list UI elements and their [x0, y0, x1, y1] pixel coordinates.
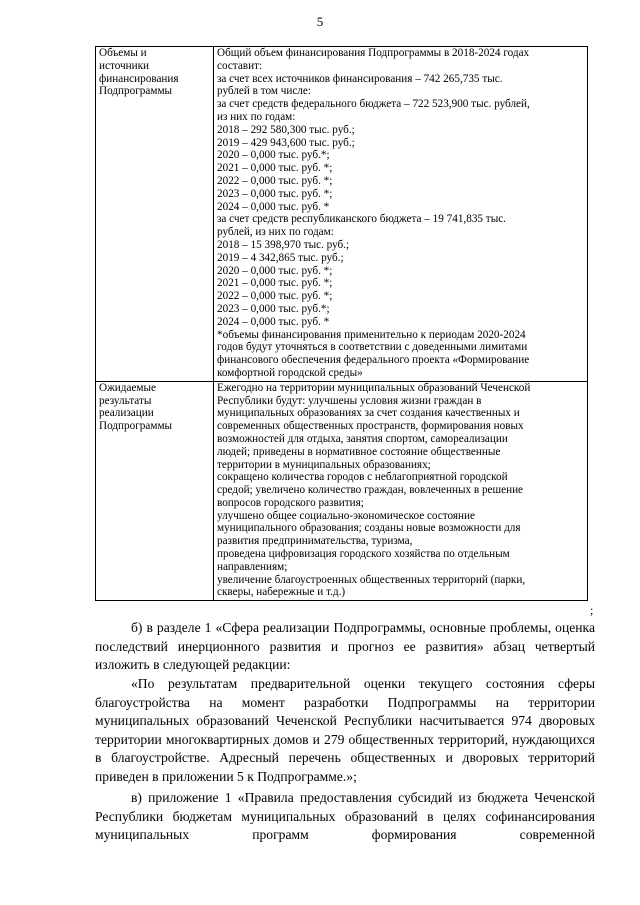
row-label-financing [96, 47, 214, 382]
content-line: Ежегодно на территории муниципальных образований Чеченской [217, 381, 531, 394]
content-line: комфортной городской среды» [217, 366, 363, 379]
row-label-expected-results [96, 381, 214, 601]
row-content-expected-results [214, 381, 588, 601]
content-line: составит: [217, 59, 263, 72]
quoted-paragraph [95, 675, 595, 787]
content-line: за счет всех источников финансирования – 742 265,735 тыс. [217, 72, 503, 85]
label-line: финансирования [99, 72, 179, 85]
content-line: вопросов городского развития; [217, 496, 364, 509]
content-line: 2020 – 0,000 тыс. руб. *; [217, 264, 333, 277]
table-row-financing [96, 47, 588, 382]
page-number: 5 [316, 14, 324, 29]
content-line: 2024 – 0,000 тыс. руб. * [217, 200, 330, 213]
label-line: источники [99, 59, 150, 72]
content-line: 2019 – 4 342,865 тыс. руб.; [217, 251, 344, 264]
paragraph-text: в) приложение 1 «Правила предоставления субсидий из бюджета Чеченской Республики бюджетам муниципальных образований в целях софинансирования муниципальных программ формирования современной [95, 790, 595, 843]
table-closing-semicolon: ; [590, 603, 594, 617]
content-line: территории в муниципальных образованиях; [217, 458, 431, 471]
content-line: рублей в том числе: [217, 85, 311, 98]
content-line: 2023 – 0,000 тыс. руб. *; [217, 187, 333, 200]
content-line: 2021 – 0,000 тыс. руб. *; [217, 277, 333, 290]
label-line: Ожидаемые [99, 381, 156, 394]
content-line: за счет средств федерального бюджета – 722 523,900 тыс. рублей, [217, 98, 530, 111]
content-line: 2019 – 429 943,600 тыс. руб.; [217, 136, 355, 149]
content-line: годов будут уточняться в соответствии с доведенными лимитами [217, 341, 528, 354]
content-line: возможностей для отдыха, занятия спортом, самореализации [217, 432, 508, 445]
label-line: Подпрограммы [99, 85, 173, 98]
content-line: 2022 – 0,000 тыс. руб. *; [217, 174, 333, 187]
content-line: Республики будут: улучшены условия жизни граждан в [217, 394, 482, 407]
content-line: сокращено количества городов с неблагоприятной городской [217, 471, 508, 484]
subprogram-passport-table [95, 46, 588, 601]
content-line: скверы, набережные и т.д.) [217, 586, 346, 599]
content-line: 2018 – 292 580,300 тыс. руб.; [217, 123, 355, 136]
paragraph-text: «По результатам предварительной оценки текущего состояния сферы благоустройства на момент разработки Подпрограммы на территории муниципальных образований Чеченской Республики насчитывается 974 дворовых территории многоквартирных домов и 279 общественных территорий, нуждающихся в благоустройстве. Адресный перечень общественных и дворовых территорий приведен в приложении 5 к Подпрограмме.»; [95, 676, 595, 784]
content-line: финансового обеспечения федерального проекта «Формирование [217, 354, 530, 367]
amendment-paragraph-b [95, 619, 595, 675]
amendment-paragraph-v [95, 789, 595, 845]
label-line: Объемы и [99, 47, 147, 59]
content-line: 2018 – 15 398,970 тыс. руб.; [217, 238, 350, 251]
content-line: *объемы финансирования применительно к периодам 2020-2024 [217, 328, 526, 341]
content-line: увеличение благоустроенных общественных территорий (парки, [217, 573, 526, 586]
content-line: рублей, из них по годам: [217, 226, 334, 239]
content-line: направлениям; [217, 560, 288, 573]
content-line: средой; увеличено количество граждан, вовлеченных в решение [217, 484, 524, 497]
content-line: 2020 – 0,000 тыс. руб.*; [217, 149, 330, 162]
paragraph-text: б) в разделе 1 «Сфера реализации Подпрограммы, основные проблемы, оценка последствий инерционного развития и прогноз ее развития» абзац четвертый изложить в следующей редакции: [95, 620, 595, 673]
content-line: 2023 – 0,000 тыс. руб.*; [217, 302, 330, 315]
content-line: 2021 – 0,000 тыс. руб. *; [217, 162, 333, 175]
content-line: 2022 – 0,000 тыс. руб. *; [217, 290, 333, 303]
content-line: людей; приведены в нормативное состояние общественные [217, 445, 501, 458]
content-line: проведена цифровизация городского хозяйства по отдельным [217, 548, 510, 561]
content-line: муниципальных образованиях за счет создания качественных и [217, 407, 520, 420]
content-line: из них по годам: [217, 110, 296, 123]
content-line: современных общественных пространств, формирования новых [217, 420, 524, 433]
content-line: Общий объем финансирования Подпрограммы в 2018-2024 годах [217, 47, 530, 59]
content-line: развития предпринимательства, туризма, [217, 535, 413, 548]
table-row-expected-results [96, 381, 588, 601]
label-line: Подпрограммы [99, 420, 173, 433]
content-line: за счет средств республиканского бюджета – 19 741,835 тыс. [217, 213, 506, 226]
label-line: результаты [99, 394, 152, 407]
content-line: 2024 – 0,000 тыс. руб. * [217, 315, 330, 328]
content-line: муниципального образования; созданы новые возможности для [217, 522, 521, 535]
row-content-financing [214, 47, 588, 382]
content-line: улучшено общее социально-экономическое состояние [217, 509, 475, 522]
label-line: реализации [99, 407, 154, 420]
